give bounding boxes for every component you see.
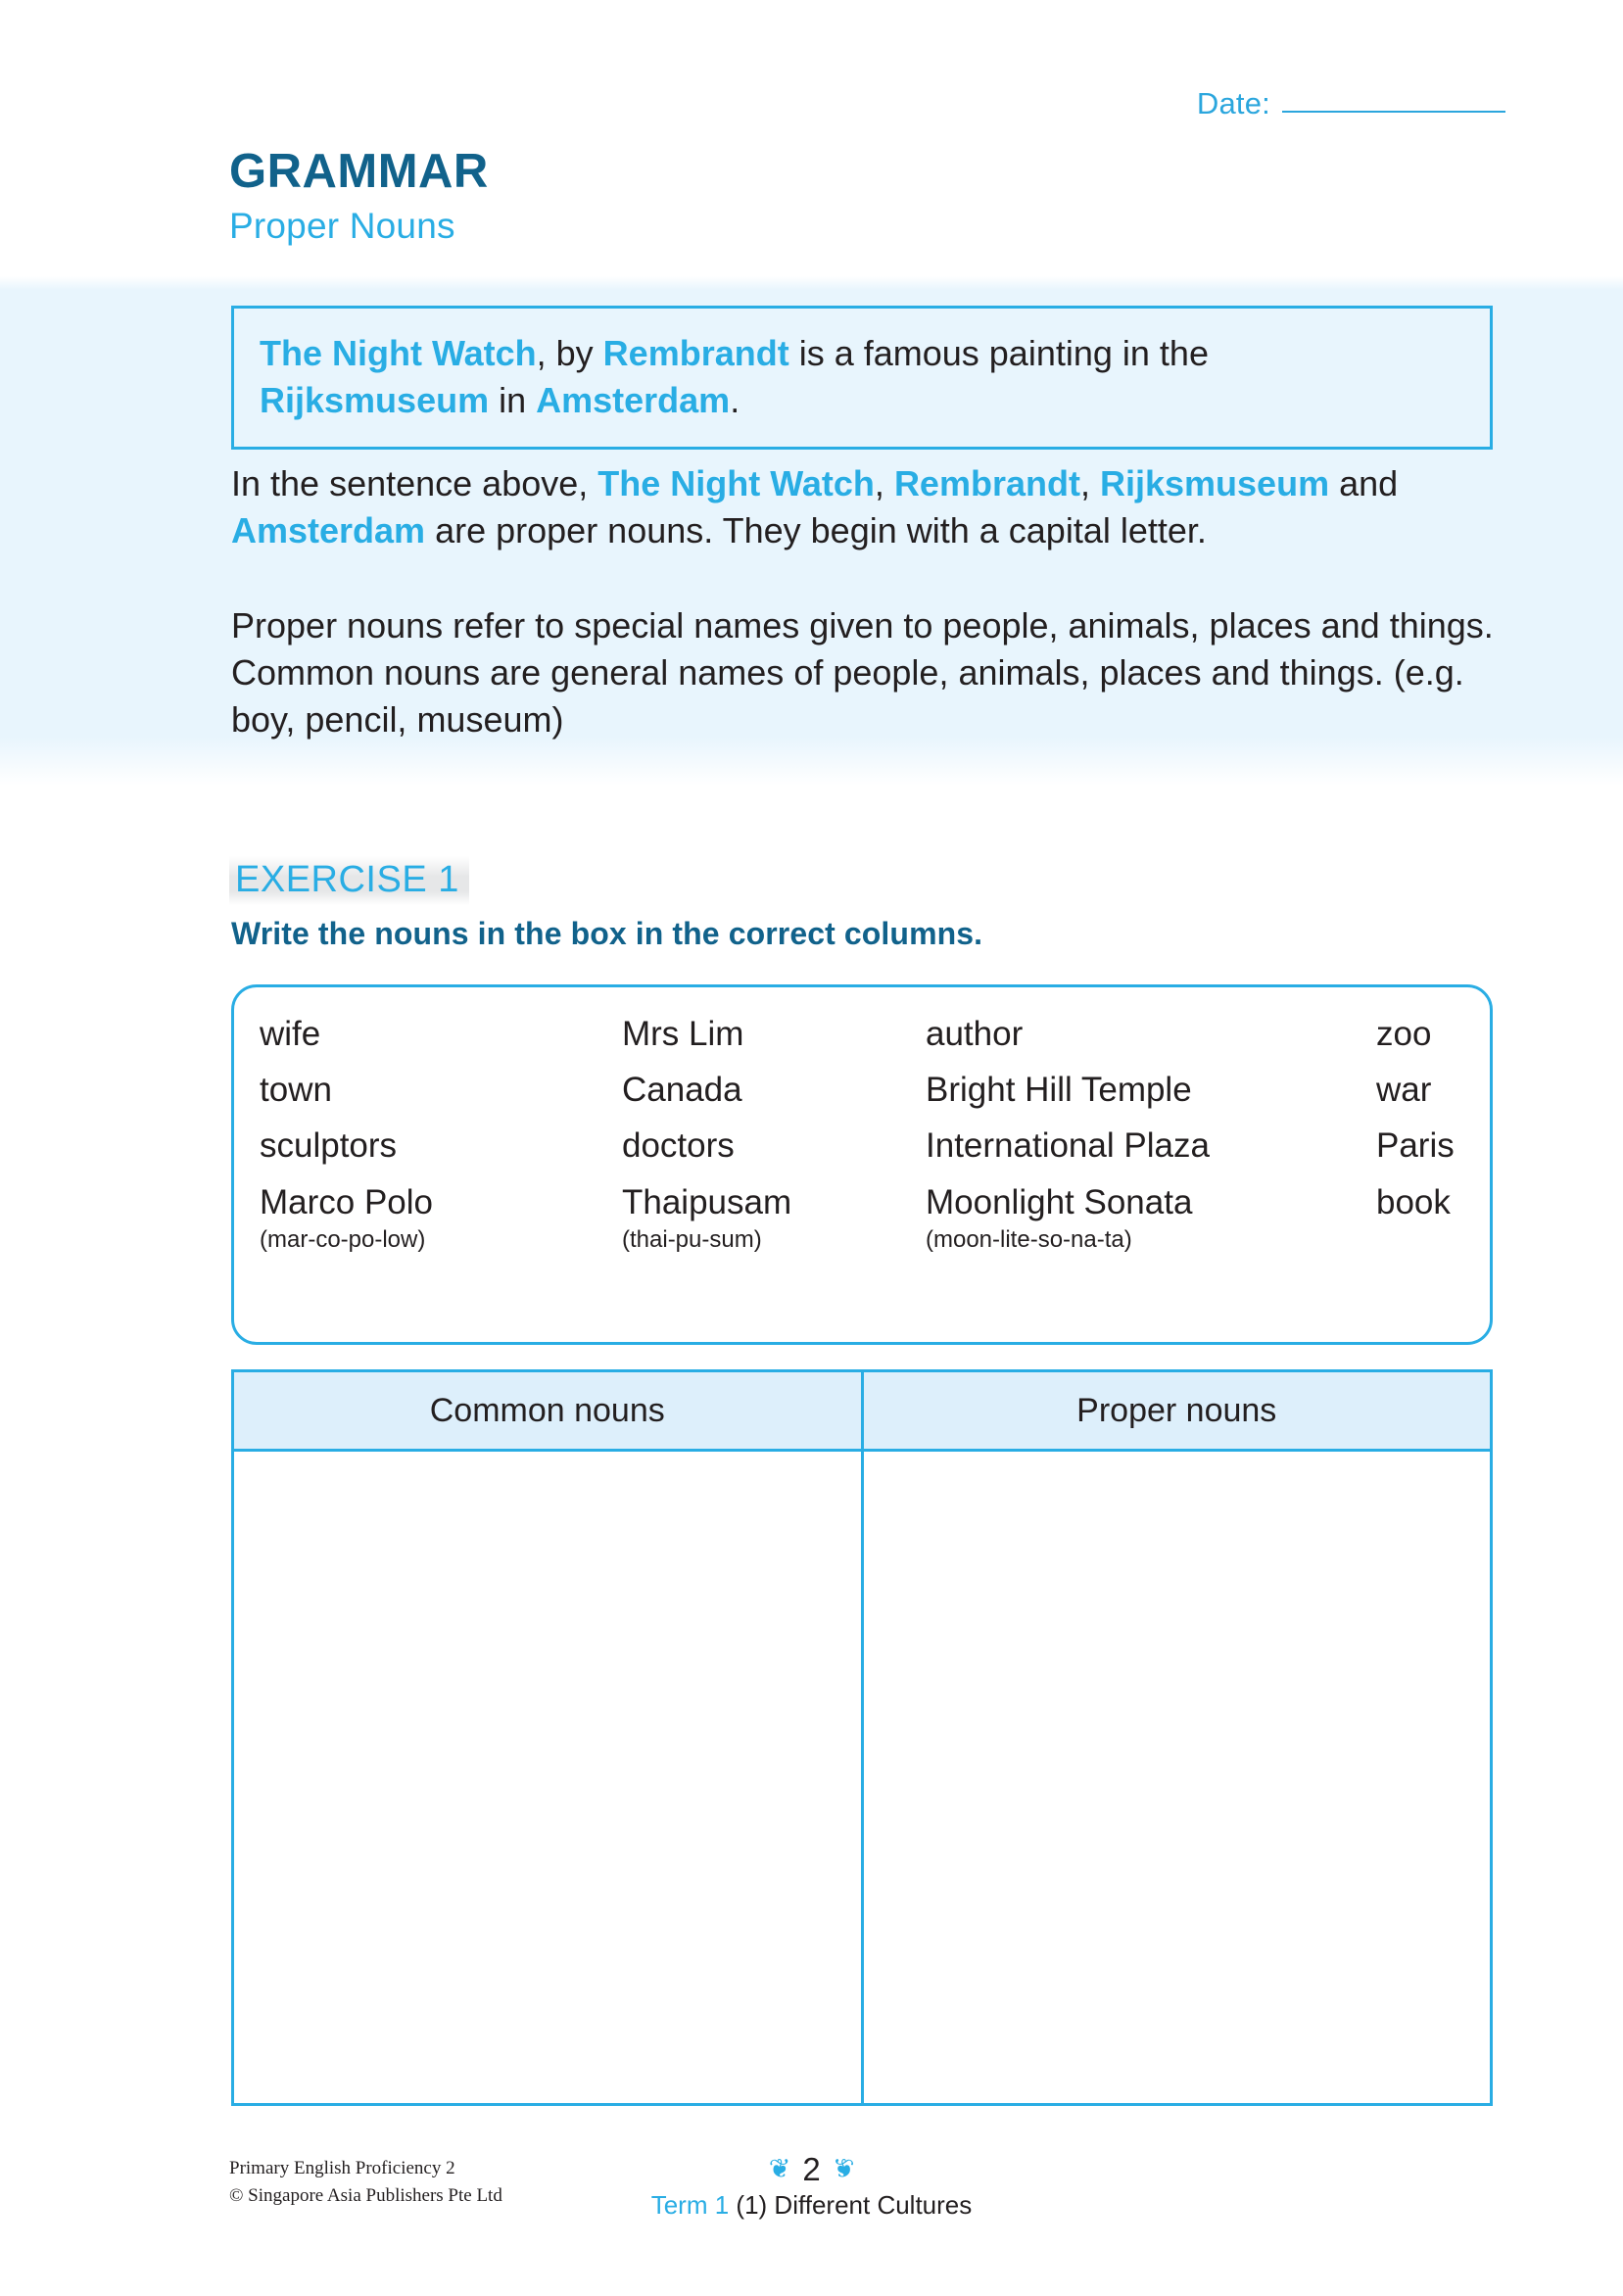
- quote-text-4: .: [730, 379, 740, 420]
- quote-text-1: , by: [536, 333, 603, 373]
- word-bank-item[interactable]: [1376, 1015, 1470, 1053]
- word-text: Paris: [1376, 1126, 1455, 1166]
- word-bank-item[interactable]: [260, 1183, 622, 1257]
- word-bank-row: [260, 1183, 1470, 1257]
- word-pronunciation: (moon-lite-so-na-ta): [926, 1225, 1132, 1253]
- footer-copyright: © Singapore Asia Publishers Pte Ltd: [229, 2184, 502, 2206]
- para1-proper-noun-4: Amsterdam: [231, 509, 426, 550]
- word-text: town: [260, 1071, 332, 1110]
- word-bank-item[interactable]: [1376, 1126, 1470, 1165]
- answer-area-common-nouns[interactable]: [234, 1452, 864, 2103]
- date-write-line[interactable]: [1282, 111, 1505, 113]
- word-text: Bright Hill Temple: [926, 1071, 1192, 1110]
- word-text: International Plaza: [926, 1126, 1210, 1166]
- date-field: [1197, 88, 1505, 119]
- word-text: Marco Polo: [260, 1182, 434, 1221]
- page-subtitle: Proper Nouns: [229, 206, 455, 247]
- word-bank-grid: [260, 1015, 1470, 1256]
- word-text: wife: [260, 1015, 321, 1053]
- column-header-common-nouns: Common nouns: [234, 1372, 864, 1449]
- footer-topic-label: (1) Different Cultures: [736, 2190, 973, 2220]
- word-bank-row: [260, 1015, 1470, 1053]
- word-bank-item[interactable]: [1376, 1071, 1470, 1109]
- word-bank-item[interactable]: [926, 1071, 1376, 1109]
- word-bank-item[interactable]: [622, 1015, 926, 1053]
- word-bank-item[interactable]: [260, 1015, 622, 1053]
- para1-proper-noun-1: The Night Watch: [597, 463, 875, 503]
- word-text: Canada: [622, 1071, 742, 1110]
- word-bank-box: [231, 984, 1493, 1345]
- footer-page-info: [0, 2151, 1623, 2221]
- exercise-heading-label: EXERCISE 1: [235, 859, 459, 900]
- proper-noun-rijksmuseum: Rijksmuseum: [260, 379, 490, 420]
- answer-table-header-row: [234, 1372, 1490, 1452]
- para1-proper-noun-2: Rembrandt: [893, 463, 1080, 503]
- answer-table: [231, 1369, 1493, 2106]
- word-text: zoo: [1376, 1015, 1432, 1053]
- para1-text-4: and: [1329, 463, 1399, 503]
- footer-unit-title: [0, 2190, 1623, 2221]
- proper-noun-rembrandt: Rembrandt: [602, 333, 789, 373]
- answer-area-proper-nouns[interactable]: [864, 1452, 1491, 2103]
- footer-term-label: Term 1: [650, 2190, 730, 2220]
- example-sentence-line-1: [260, 330, 1464, 377]
- word-text: sculptors: [260, 1126, 398, 1166]
- word-bank-item[interactable]: [260, 1071, 622, 1109]
- para1-proper-noun-3: Rijksmuseum: [1099, 463, 1330, 503]
- footer-book-title: Primary English Proficiency 2: [229, 2158, 455, 2178]
- explanation-paragraph-2: Proper nouns refer to special names given to people, animals, places and things. Common nouns are general names of people, animals, places and things. (e.g. boy, pencil, museum): [231, 605, 1494, 740]
- flourish-ornament-icon: ❦: [768, 2153, 791, 2183]
- para1-text-5: are proper nouns. They begin with a capital letter.: [425, 509, 1207, 550]
- word-text: Mrs Lim: [622, 1015, 744, 1053]
- word-bank-item[interactable]: [260, 1126, 622, 1165]
- word-bank-item[interactable]: [622, 1183, 926, 1257]
- exercise-instruction: Write the nouns in the box in the correct columns.: [231, 916, 983, 951]
- word-pronunciation: (mar-co-po-low): [260, 1225, 426, 1253]
- para1-text-1: In the sentence above,: [231, 463, 598, 503]
- page-number: 2: [802, 2150, 821, 2187]
- word-bank-row: [260, 1071, 1470, 1109]
- flourish-ornament-icon: ❦: [832, 2153, 855, 2183]
- word-text: Moonlight Sonata: [926, 1182, 1193, 1221]
- word-bank-item[interactable]: [926, 1183, 1376, 1257]
- page-title: GRAMMAR: [229, 145, 489, 198]
- column-header-proper-nouns: Proper nouns: [1076, 1391, 1277, 1429]
- page-title-block: [229, 147, 489, 251]
- answer-table-body: [234, 1452, 1490, 2103]
- word-bank-item[interactable]: [926, 1015, 1376, 1053]
- example-sentence-line-2: [260, 377, 1464, 424]
- word-text: book: [1376, 1182, 1451, 1221]
- quote-text-2: is a famous painting in the: [788, 333, 1209, 373]
- date-label: Date:: [1196, 86, 1270, 120]
- word-text: author: [926, 1015, 1024, 1053]
- word-pronunciation: (thai-pu-sum): [622, 1225, 762, 1253]
- word-text: doctors: [622, 1126, 735, 1166]
- para1-text-2: ,: [874, 463, 894, 503]
- page-number-row: [0, 2151, 1623, 2186]
- proper-noun-amsterdam: Amsterdam: [536, 379, 731, 420]
- word-bank-item[interactable]: [622, 1071, 926, 1109]
- proper-noun-night-watch: The Night Watch: [260, 333, 537, 373]
- para1-text-3: ,: [1079, 463, 1100, 503]
- quote-text-3: in: [489, 379, 537, 420]
- word-bank-row: [260, 1126, 1470, 1165]
- word-text: Thaipusam: [622, 1182, 792, 1221]
- example-sentence-box: [231, 306, 1493, 450]
- explanation-paragraph-1: [231, 460, 1504, 554]
- word-bank-item[interactable]: [926, 1126, 1376, 1165]
- word-bank-item[interactable]: [622, 1126, 926, 1165]
- word-bank-item[interactable]: [1376, 1183, 1470, 1221]
- word-text: war: [1376, 1071, 1432, 1110]
- exercise-heading: [229, 856, 469, 905]
